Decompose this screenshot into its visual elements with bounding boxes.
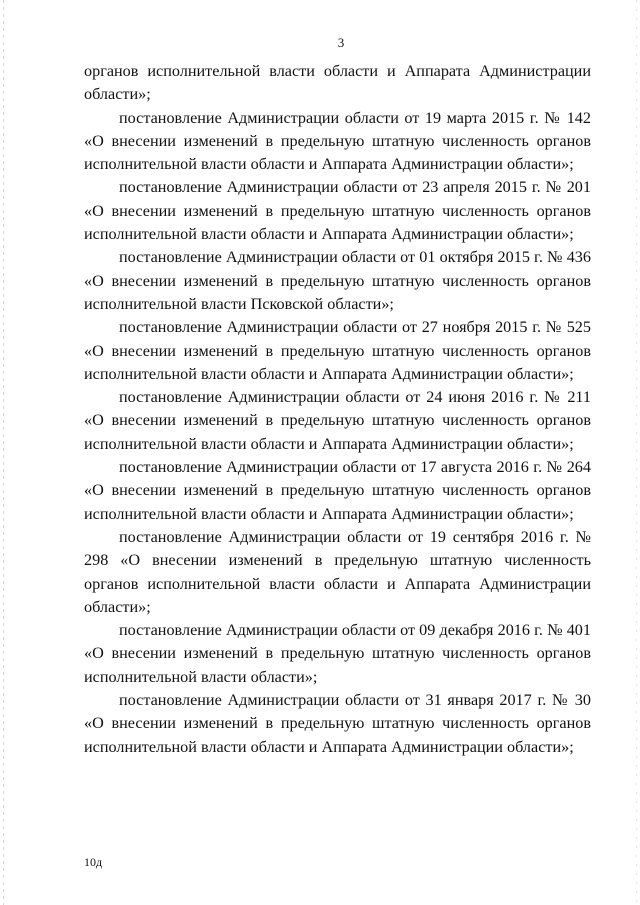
paragraph-resolution-211: постановление Администрации области от 24 июня 2016 г. № 211 «О внесении изменений в предельную штатную численность органов исполнительной власти области и Аппарата Администрации области»; <box>84 388 591 453</box>
paragraph-resolution-401: постановление Администрации области от 09 декабря 2016 г. № 401 «О внесении изменений в предельную штатную численность органов исполнительной власти области»; <box>84 621 591 686</box>
paragraph-resolution-30: постановление Администрации области от 31 января 2017 г. № 30 «О внесении изменений в предельную штатную численность органов исполнительной власти области и Аппарата Администрации области»; <box>84 691 591 756</box>
document-body <box>84 60 591 759</box>
scan-edge-right <box>636 0 637 905</box>
paragraph-resolution-201: постановление Администрации области от 23 апреля 2015 г. № 201 «О внесении изменений в предельную штатную численность органов исполнительной власти области и Аппарата Администрации области»; <box>84 178 591 244</box>
paragraph-resolution-264: постановление Администрации области от 17 августа 2016 г. № 264 «О внесении изменений в предельную штатную численность органов исполнительной власти области и Аппарата Администрации области»; <box>84 458 591 523</box>
paragraph-resolution-298: постановление Администрации области от 19 сентября 2016 г. № 298 «О внесении изменений в предельную штатную численность органов исполнительной власти области и Аппарата Администрации области»; <box>84 527 591 616</box>
scan-edge-left <box>3 0 4 905</box>
paragraph-continuation: органов исполнительной власти области и Аппарата Администрации области»; <box>84 62 591 104</box>
page-number: 3 <box>337 35 345 50</box>
footer-code: 10д <box>84 855 103 869</box>
paragraph-resolution-436: постановление Администрации области от 01 октября 2015 г. № 436 «О внесении изменений в предельную штатную численность органов исполнительной власти Псковской области»; <box>84 248 591 313</box>
paragraph-resolution-142: постановление Администрации области от 19 марта 2015 г. № 142 «О внесении изменений в предельную штатную численность органов исполнительной власти области и Аппарата Администрации области»; <box>84 108 591 174</box>
paragraph-resolution-525: постановление Администрации области от 27 ноября 2015 г. № 525 «О внесении изменений в предельную штатную численность органов исполнительной власти области и Аппарата Администрации области»; <box>84 318 591 383</box>
